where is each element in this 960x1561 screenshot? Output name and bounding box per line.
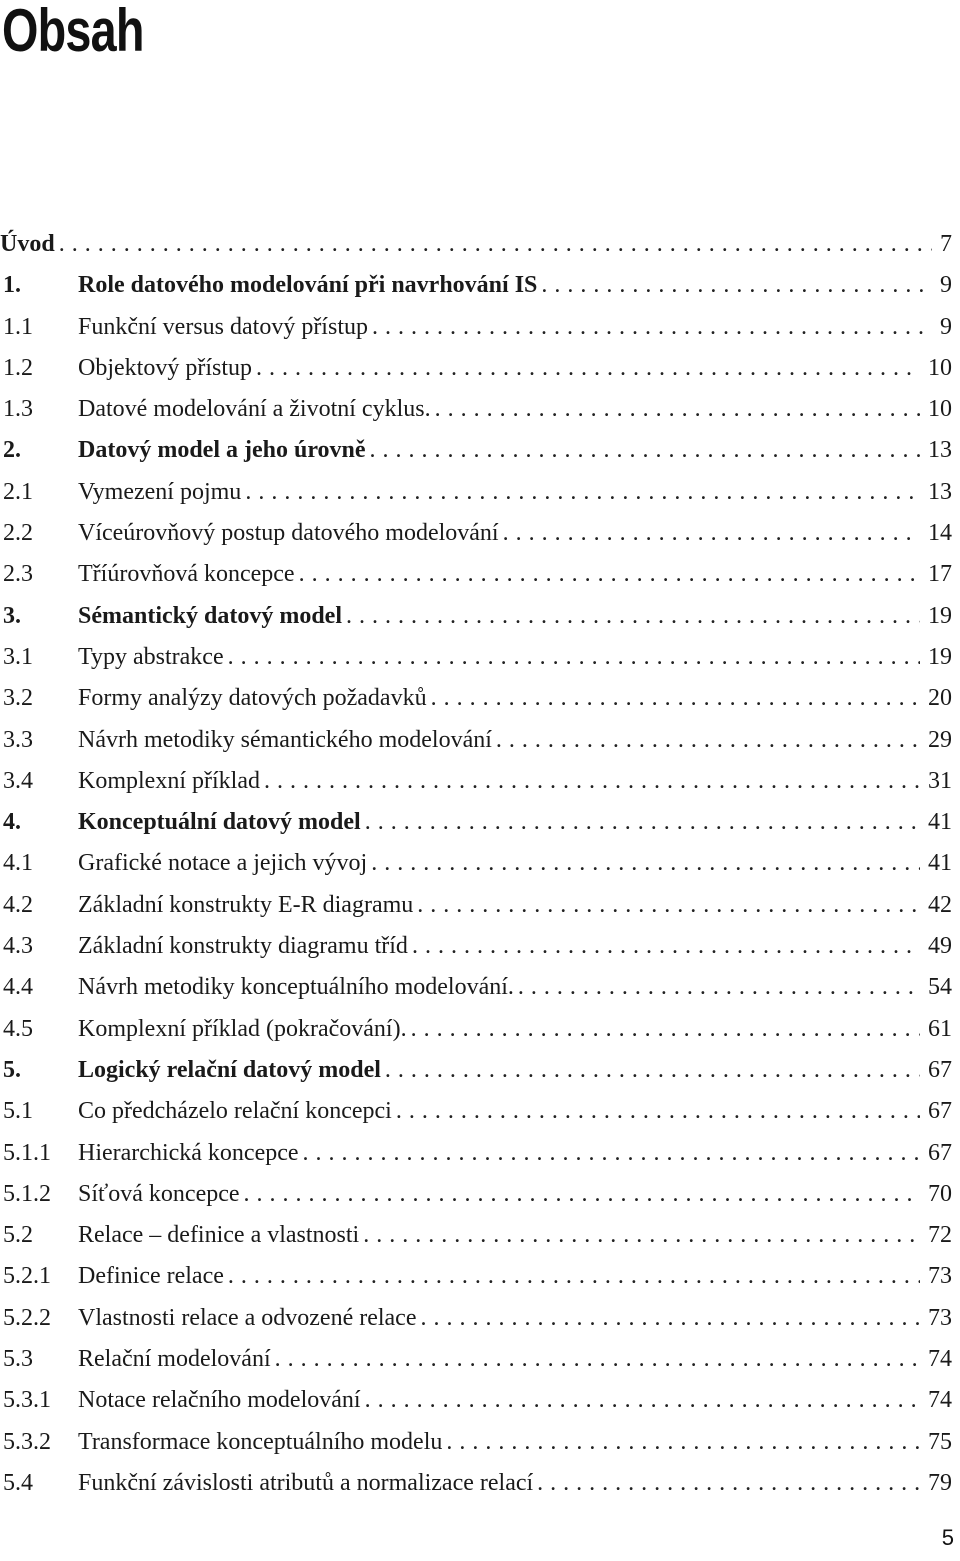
toc-entry-number: 5.3.1 [3,1387,51,1414]
toc-entry[interactable] [0,1009,952,1050]
toc-entry-number: 5.1.1 [3,1139,51,1166]
toc-entry-number: 4.3 [3,933,33,960]
toc-entry-page: 7 [940,231,952,257]
toc-entry[interactable] [0,843,952,884]
toc-entry-title: Sémantický datový model [78,602,342,629]
toc-entry-page: 61 [928,1015,952,1042]
toc-entry[interactable] [0,513,952,554]
page-number: 5 [941,1525,954,1550]
toc-entry[interactable] [0,1050,952,1091]
toc-entry-title: Konceptuální datový model [78,809,361,836]
toc-entry-number: 5.1.2 [3,1180,51,1207]
toc-entry-number: 3.3 [3,726,33,753]
toc-entry[interactable] [0,554,952,595]
toc-dot-leader [518,967,920,1008]
toc-entry-page: 49 [928,933,952,960]
toc-entry[interactable] [0,885,952,926]
toc-entry-page: 41 [928,850,952,877]
toc-entry-number: 2.2 [3,520,33,547]
toc-entry-title: Notace relačního modelování [78,1387,361,1414]
toc-entry-page: 74 [928,1346,952,1373]
toc-entry[interactable] [0,596,952,637]
toc-dot-leader [435,389,920,430]
toc-entry-number: 1.2 [3,354,33,381]
toc-entry-number: 5.1 [3,1098,33,1125]
toc-entry-title: Komplexní příklad [78,767,260,794]
toc-entry-page: 41 [928,809,952,836]
toc-entry-number: 5.2 [3,1222,33,1249]
toc-entry-page: 70 [928,1180,952,1207]
toc-entry-page: 54 [928,974,952,1001]
toc-entry-title: Návrh metodiky konceptuálního modelování. [78,974,514,1001]
toc-dot-leader [303,1133,920,1174]
toc-dot-leader [385,1050,920,1091]
toc-entry[interactable] [0,348,952,389]
toc-entry-page: 72 [928,1222,952,1249]
toc-dot-leader [228,637,920,678]
toc-entry-title: Úvod [0,231,55,257]
toc-entry-title: Datový model a jeho úrovně [78,437,366,464]
toc-entry-title: Tříúrovňová koncepce [78,561,295,588]
toc-dot-leader [537,1463,920,1504]
toc-entry-number: 5.2.2 [3,1304,51,1331]
toc-entry-number: 5.4 [3,1469,33,1496]
toc-entry-number: 5. [3,1056,21,1083]
toc-dot-leader [417,885,920,926]
toc-entry-page: 73 [928,1263,952,1290]
toc-entry[interactable] [0,472,952,513]
toc-entry[interactable] [0,678,952,719]
toc-dot-leader [264,761,920,802]
toc-entry-page: 74 [928,1387,952,1414]
toc-entry-page: 9 [940,272,952,299]
toc-entry[interactable] [0,307,952,348]
toc-entry-number: 5.3 [3,1346,33,1373]
toc-entry-page: 14 [928,520,952,547]
toc-entry-title: Typy abstrakce [78,643,224,670]
toc-entry-number: 4.1 [3,850,33,877]
toc-entry-page: 17 [928,561,952,588]
toc-dot-leader [346,596,920,637]
toc-dot-leader [503,513,920,554]
toc-entry-title: Relační modelování [78,1346,271,1373]
toc-dot-leader [245,472,920,513]
toc-dot-leader [541,265,932,306]
toc-entry[interactable] [0,967,952,1008]
toc-dot-leader [370,430,920,471]
toc-entry[interactable] [0,761,952,802]
toc-entry-number: 1.3 [3,396,33,423]
toc-entry-title: Vymezení pojmu [78,478,242,505]
toc-entry-title: Definice relace [78,1263,224,1290]
toc-entry[interactable] [0,265,952,306]
toc-dot-leader [363,1215,920,1256]
toc-entry-page: 13 [928,437,952,464]
toc-entry[interactable] [0,1256,952,1297]
toc-entry-number: 3. [3,602,21,629]
toc-entry-page: 67 [928,1056,952,1083]
toc-dot-leader [372,307,932,348]
page-title: Obsah [2,0,144,64]
toc-entry-title: Víceúrovňový postup datového modelování [78,520,499,547]
toc-entry-page: 20 [928,685,952,712]
toc-entry-number: 2. [3,437,21,464]
toc-dot-leader [59,224,932,265]
toc-entry[interactable] [0,1133,952,1174]
toc-entry[interactable] [0,926,952,967]
toc-entry-title: Návrh metodiky sémantického modelování [78,726,492,753]
toc-entry-title: Co předcházelo relační koncepci [78,1098,392,1125]
toc-entry-title: Síťová koncepce [78,1180,240,1207]
toc-entry-title: Logický relační datový model [78,1056,381,1083]
toc-entry-number: 1.1 [3,313,33,340]
toc-entry-title: Formy analýzy datových požadavků [78,685,427,712]
toc-dot-leader [412,926,920,967]
toc-entry[interactable] [0,802,952,843]
toc-entry-title: Role datového modelování při navrhování IS [78,272,538,299]
toc-entry-number: 5.3.2 [3,1428,51,1455]
toc-entry-page: 9 [940,313,952,340]
toc-entry[interactable] [0,1339,952,1380]
toc-dot-leader [299,554,920,595]
toc-entry-number: 5.2.1 [3,1263,51,1290]
toc-entry[interactable] [0,1298,952,1339]
toc-dot-leader [396,1091,920,1132]
toc-entry-number: 4.5 [3,1015,33,1042]
toc-dot-leader [446,1422,920,1463]
toc-dot-leader [371,843,920,884]
toc-entry-page: 73 [928,1304,952,1331]
toc-entry-title: Transformace konceptuálního modelu [78,1428,443,1455]
toc-entry-page: 29 [928,726,952,753]
toc-entry[interactable] [0,637,952,678]
toc-entry-title: Objektový přístup [78,354,252,381]
toc-entry-page: 31 [928,767,952,794]
toc-entry-title: Funkční závislosti atributů a normalizace relací [78,1469,534,1496]
toc-entry-title: Relace – definice a vlastnosti [78,1222,360,1249]
toc-entry-page: 19 [928,643,952,670]
toc-entry-number: 2.3 [3,561,33,588]
toc-entry[interactable] [0,1091,952,1132]
toc-entry-title: Komplexní příklad (pokračování). [78,1015,407,1042]
toc-dot-leader [420,1298,920,1339]
toc-dot-leader [365,1380,920,1421]
toc-entry-page: 19 [928,602,952,629]
toc-dot-leader [365,802,920,843]
toc-entry[interactable] [0,1215,952,1256]
toc-entry-page: 13 [928,478,952,505]
toc-dot-leader [496,720,920,761]
toc-entry-page: 67 [928,1098,952,1125]
toc-entry-number: 3.4 [3,767,33,794]
toc-entry-title: Základní konstrukty diagramu tříd [78,933,408,960]
toc-entry[interactable] [0,720,952,761]
toc-dot-leader [411,1009,920,1050]
toc-entry-page: 75 [928,1428,952,1455]
toc-entry-page: 10 [928,396,952,423]
toc-entry-number: 1. [3,272,21,299]
toc-dot-leader [244,1174,920,1215]
toc-entry-page: 10 [928,354,952,381]
toc-entry[interactable] [0,389,952,430]
table-of-contents [0,224,952,1504]
toc-entry-title: Funkční versus datový přístup [78,313,368,340]
toc-entry-page: 42 [928,891,952,918]
toc-entry[interactable] [0,1422,952,1463]
toc-entry-title: Datové modelování a životní cyklus. [78,396,431,423]
toc-entry-title: Grafické notace a jejich vývoj [78,850,368,877]
toc-entry-number: 4.4 [3,974,33,1001]
toc-entry[interactable] [0,224,952,265]
toc-entry[interactable] [0,1174,952,1215]
toc-entry[interactable] [0,430,952,471]
toc-entry[interactable] [0,1463,952,1504]
toc-entry-page: 67 [928,1139,952,1166]
toc-entry-number: 2.1 [3,478,33,505]
toc-dot-leader [256,348,920,389]
toc-entry-title: Hierarchická koncepce [78,1139,299,1166]
toc-entry-number: 3.1 [3,643,33,670]
toc-entry-number: 3.2 [3,685,33,712]
toc-entry-title: Základní konstrukty E-R diagramu [78,891,414,918]
toc-entry[interactable] [0,1380,952,1421]
toc-entry-page: 79 [928,1469,952,1496]
toc-entry-number: 4.2 [3,891,33,918]
toc-entry-number: 4. [3,809,21,836]
toc-dot-leader [228,1256,920,1297]
toc-dot-leader [431,678,920,719]
toc-entry-title: Vlastnosti relace a odvozené relace [78,1304,417,1331]
toc-dot-leader [275,1339,920,1380]
